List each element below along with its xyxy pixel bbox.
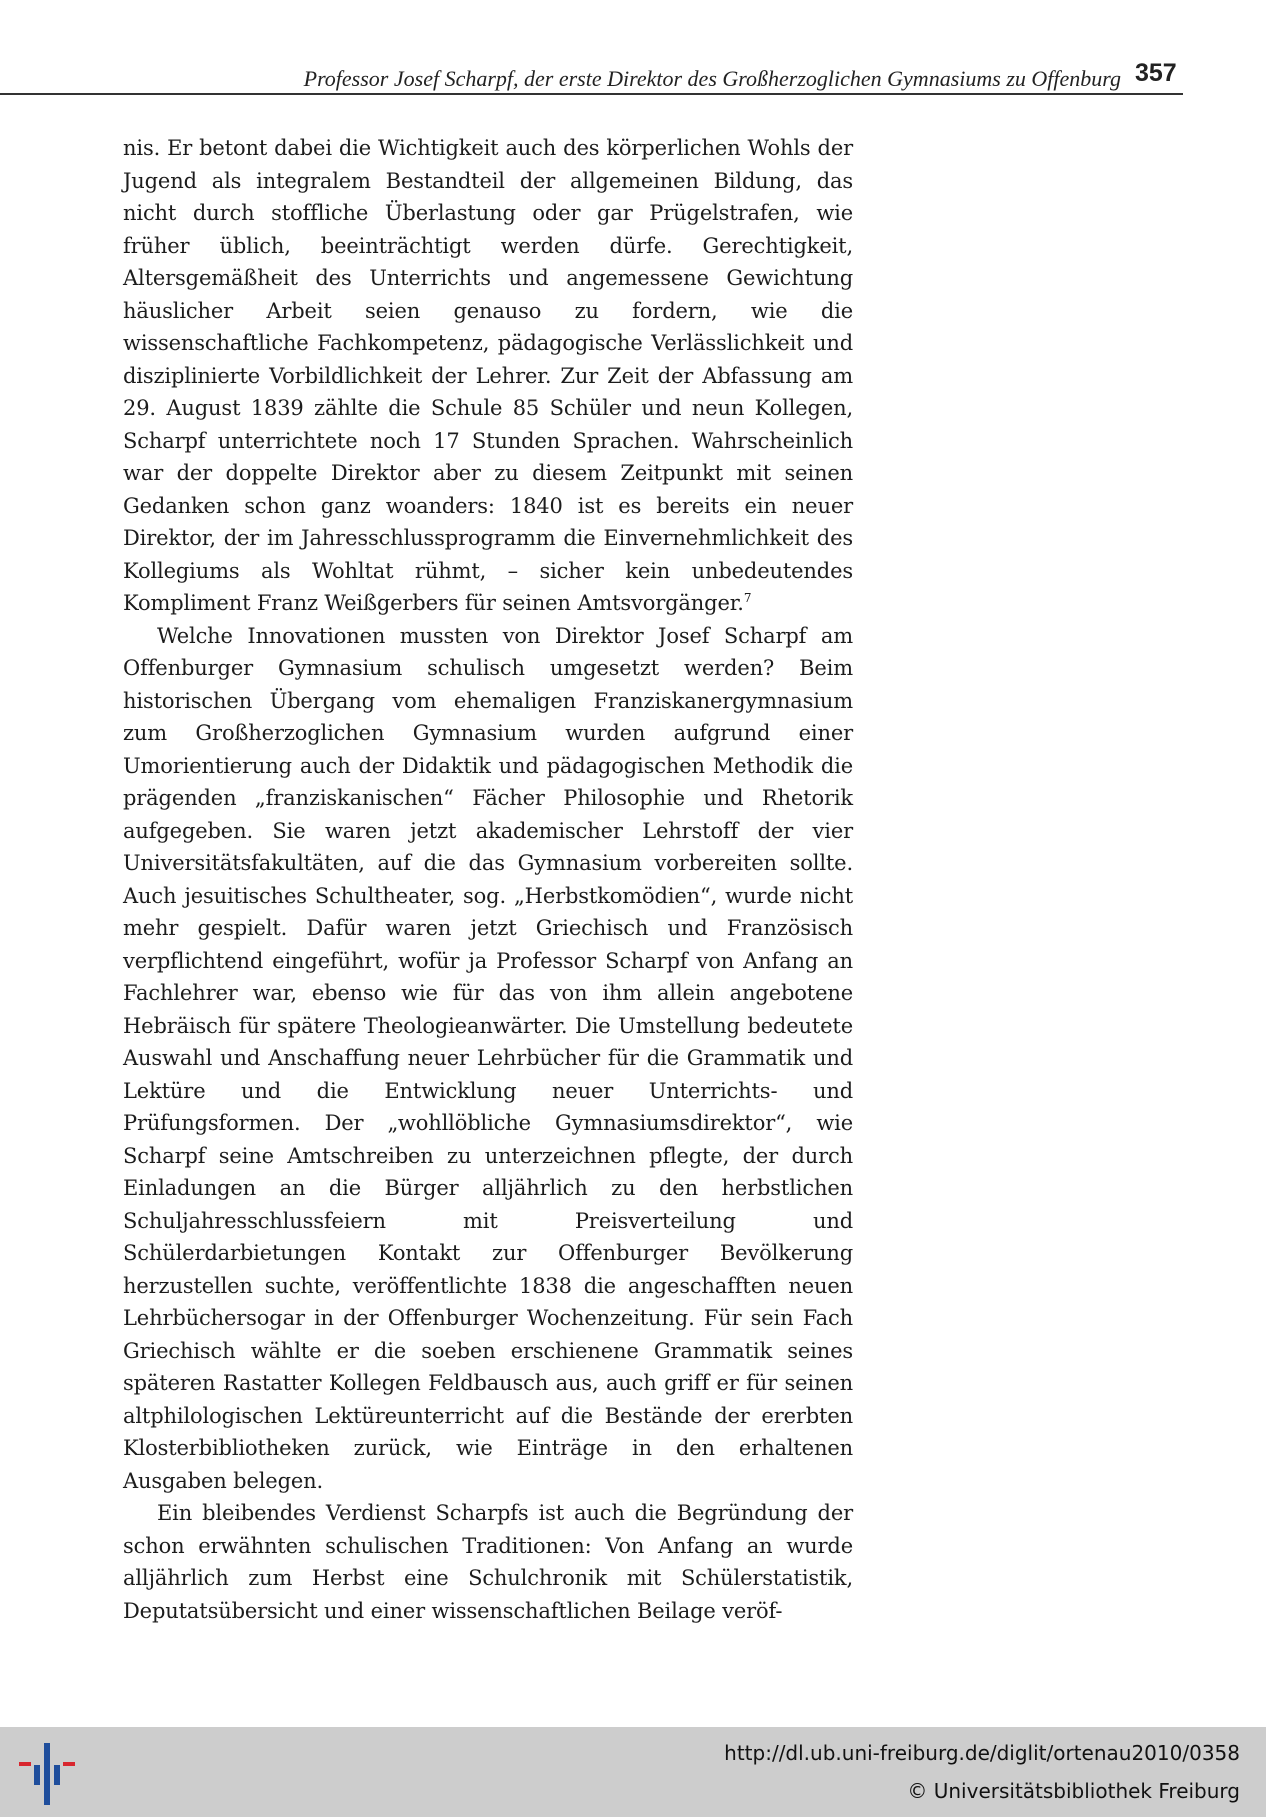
footnote-ref[interactable]: 7 (743, 591, 752, 605)
source-url-link[interactable]: http://dl.ub.uni-freiburg.de/diglit/ortenau2010/0358 (724, 1741, 1240, 1765)
logo-graphic (18, 1743, 78, 1807)
paragraph-2: Welche Innovationen mussten von Direktor Josef Scharpf am Offenburger Gymnasium schulisch umgesetzt werden? Beim historischen Übergang vom ehemaligen Franziskanergymnasium zum Großherzoglichen Gymnasium wurden aufgrund einer Umorientierung auch der Didaktik und pädagogischen Methodik die prägenden „franziskanischen“ Fächer Philosophie und Rhetorik aufgegeben. Sie waren jetzt akademischer Lehrstoff der vier Universitätsfakultäten, auf die das Gymnasium vorbereiten sollte. Auch jesuitisches Schultheater, sog. „Herbstkomödien“, wurde nicht mehr gespielt. Dafür waren jetzt Griechisch und Französisch verpflichtend eingeführt, wofür ja Professor Scharpf von Anfang an Fachlehrer war, ebenso wie für das von ihm allein angebotene Hebräisch für spätere Theologieanwärter. Die Umstellung bedeutete Auswahl und Anschaffung neuer Lehrbücher für die Grammatik und Lektüre und die Entwicklung neuer Unterrichts- und Prüfungsformen. Der „wohllöbliche Gymnasiumsdirektor“, wie Scharpf seine Amtschreiben zu unterzeichnen pflegte, der durch Einladungen an die Bürger alljährlich zu den herbstlichen Schuljahresschlussfeiern mit Preisverteilung und Schülerdarbietungen Kontakt zur Offenburger Bevölkerung herzustellen suchte, veröffentlichte 1838 die angeschafften neuen Lehrbüchersogar in der Offenburger Wochenzeitung. Für sein Fach Griechisch wählte er die soeben erschienene Grammatik seines späteren Rastatter Kollegen Feldbausch aus, auch griff er für seinen altphilologischen Lektüreunterricht auf die Bestände der ererbten Klosterbibliotheken zurück, wie Einträge in den erhaltenen Ausgaben belegen. (123, 623, 853, 1493)
paragraph-text: nis. Er betont dabei die Wichtigkeit auch des körperlichen Wohls der Jugend als integralem Bestandteil der allgemeinen Bildung, das nicht durch stoffliche Überlastung oder gar Prügelstrafen, wie früher üblich, beeinträchtigt werden dürfe. Gerechtigkeit, Altersgemäßheit des Unterrichts und angemessene Gewichtung häuslicher Arbeit seien genauso zu fordern, wie die wissenschaftliche Fachkompetenz, pädagogische Verlässlichkeit und disziplinierte Vorbildlichkeit der Lehrer. Zur Zeit der Abfassung am 29. August 1839 zählte die Schule 85 Schüler und neun Kollegen, Scharpf unterrichtete noch 17 Stunden Sprachen. Wahrscheinlich war der doppelte Direktor aber zu diesem Zeitpunkt mit seinen Gedanken schon ganz woanders: 1840 ist es bereits ein neuer Direktor, der im Jahresschlussprogramm die Einvernehmlichkeit des Kollegiums als Wohltat rühmt, – sicher kein unbedeutendes Kompliment Franz Weißgerbers für seinen Amtsvorgänger. (123, 136, 853, 615)
paragraph-1 (123, 132, 853, 620)
copyright-notice: © Universitätsbibliothek Freiburg (907, 1779, 1240, 1803)
running-title: Professor Josef Scharpf, der erste Direktor des Großherzoglichen Gymnasiums zu Offenburg (303, 66, 1121, 91)
body-text (123, 132, 853, 1627)
ub-freiburg-logo-icon (18, 1743, 78, 1807)
header-rule (0, 93, 1183, 95)
footer-bar (0, 1727, 1266, 1817)
page-number: 357 (1135, 59, 1177, 87)
running-header (0, 56, 1266, 96)
paragraph-3: Ein bleibendes Verdienst Scharpfs ist auch die Begründung der schon erwähnten schulischen Traditionen: Von Anfang an wurde alljährlich zum Herbst eine Schulchronik mit Schülerstatistik, Deputatsübersicht und einer wissenschaftlichen Beilage veröf- (123, 1501, 853, 1623)
